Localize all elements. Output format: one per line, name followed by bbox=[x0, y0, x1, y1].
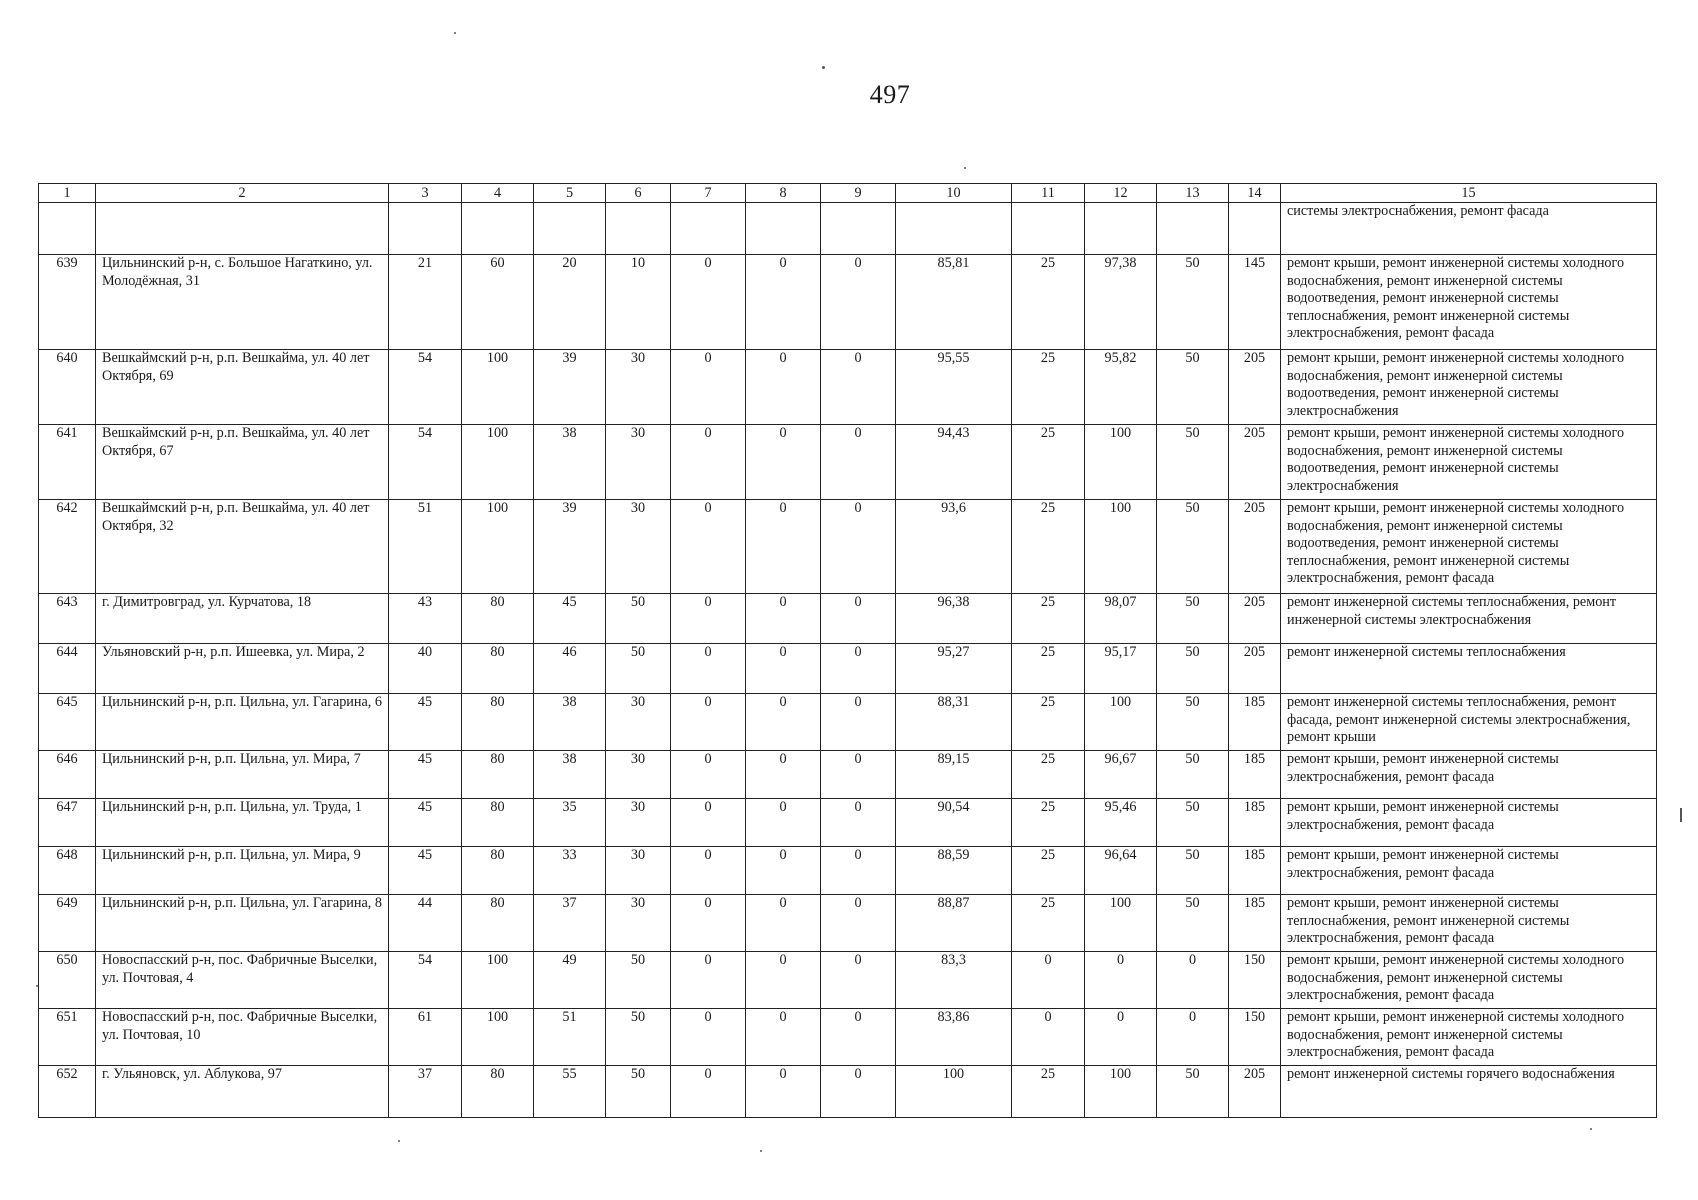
value-c8: 0 bbox=[746, 1009, 821, 1066]
value-c9: 0 bbox=[821, 751, 896, 799]
value-c5: 38 bbox=[534, 751, 606, 799]
work-description: ремонт инженерной системы теплоснабжения, ремонт фасада, ремонт инженерной системы электроснабжения, ремонт крыши bbox=[1281, 694, 1657, 751]
column-number-5: 5 bbox=[534, 184, 606, 203]
value-c4: 80 bbox=[462, 694, 534, 751]
value-c11: 0 bbox=[1012, 1009, 1085, 1066]
column-number-7: 7 bbox=[671, 184, 746, 203]
continuation-row bbox=[39, 203, 1657, 255]
column-number-9: 9 bbox=[821, 184, 896, 203]
value-c9: 0 bbox=[821, 1009, 896, 1066]
value-c10: 89,15 bbox=[896, 751, 1012, 799]
value-c5: 39 bbox=[534, 500, 606, 594]
address-cell: Вешкаймский р-н, р.п. Вешкайма, ул. 40 лет Октября, 67 bbox=[96, 425, 389, 500]
value-c3: 54 bbox=[389, 350, 462, 425]
value-c12: 100 bbox=[1085, 694, 1157, 751]
value-c3: 61 bbox=[389, 1009, 462, 1066]
column-number-8: 8 bbox=[746, 184, 821, 203]
value-c7: 0 bbox=[671, 1066, 746, 1118]
row-number: 643 bbox=[39, 594, 96, 644]
value-c9: 0 bbox=[821, 1066, 896, 1118]
value-c5: 55 bbox=[534, 1066, 606, 1118]
value-c3: 45 bbox=[389, 799, 462, 847]
column-number-10: 10 bbox=[896, 184, 1012, 203]
value-c14: 205 bbox=[1229, 425, 1281, 500]
work-description: ремонт крыши, ремонт инженерной системы электроснабжения, ремонт фасада bbox=[1281, 751, 1657, 799]
value-c10: 95,27 bbox=[896, 644, 1012, 694]
value-c13: 50 bbox=[1157, 1066, 1229, 1118]
value-c12: 0 bbox=[1085, 952, 1157, 1009]
value-c11: 25 bbox=[1012, 644, 1085, 694]
row-number: 644 bbox=[39, 644, 96, 694]
value-c4: 80 bbox=[462, 895, 534, 952]
value-c4: 80 bbox=[462, 594, 534, 644]
value-c14: 205 bbox=[1229, 350, 1281, 425]
value-c10: 96,38 bbox=[896, 594, 1012, 644]
value-c13: 50 bbox=[1157, 895, 1229, 952]
value-c5: 49 bbox=[534, 952, 606, 1009]
value-c4: 100 bbox=[462, 350, 534, 425]
value-c12: 100 bbox=[1085, 425, 1157, 500]
value-c8: 0 bbox=[746, 500, 821, 594]
address-cell: Вешкаймский р-н, р.п. Вешкайма, ул. 40 лет Октября, 32 bbox=[96, 500, 389, 594]
value-c12: 96,64 bbox=[1085, 847, 1157, 895]
row-number: 649 bbox=[39, 895, 96, 952]
value-c10: 100 bbox=[896, 1066, 1012, 1118]
value-c12: 0 bbox=[1085, 1009, 1157, 1066]
value-c7: 0 bbox=[671, 644, 746, 694]
work-description: ремонт крыши, ремонт инженерной системы холодного водоснабжения, ремонт инженерной системы электроснабжения, ремонт фасада bbox=[1281, 952, 1657, 1009]
value-c9: 0 bbox=[821, 594, 896, 644]
address-cell: Новоспасский р-н, пос. Фабричные Выселки, ул. Почтовая, 4 bbox=[96, 952, 389, 1009]
table-row bbox=[39, 799, 1657, 847]
value-c3: 45 bbox=[389, 847, 462, 895]
value-c6: 50 bbox=[606, 644, 671, 694]
value-c6: 30 bbox=[606, 425, 671, 500]
page-number: 497 bbox=[869, 80, 911, 109]
value-c4: 80 bbox=[462, 644, 534, 694]
address-cell: Вешкаймский р-н, р.п. Вешкайма, ул. 40 лет Октября, 69 bbox=[96, 350, 389, 425]
address-cell: Новоспасский р-н, пос. Фабричные Выселки, ул. Почтовая, 10 bbox=[96, 1009, 389, 1066]
scan-speck bbox=[36, 985, 38, 987]
table-row bbox=[39, 895, 1657, 952]
value-c3: 54 bbox=[389, 425, 462, 500]
value-c6: 30 bbox=[606, 799, 671, 847]
value-c4: 80 bbox=[462, 847, 534, 895]
value-c11: 25 bbox=[1012, 1066, 1085, 1118]
work-description: ремонт крыши, ремонт инженерной системы холодного водоснабжения, ремонт инженерной системы водоотведения, ремонт инженерной системы теплоснабжения, ремонт инженерной системы электроснабжения, ремонт фасада bbox=[1281, 500, 1657, 594]
value-c5: 37 bbox=[534, 895, 606, 952]
value-c13: 50 bbox=[1157, 751, 1229, 799]
value-c4: 100 bbox=[462, 500, 534, 594]
row-number: 645 bbox=[39, 694, 96, 751]
value-c10: 88,87 bbox=[896, 895, 1012, 952]
value-c7: 0 bbox=[671, 255, 746, 350]
column-number-2: 2 bbox=[96, 184, 389, 203]
column-number-15: 15 bbox=[1281, 184, 1657, 203]
value-c10: 85,81 bbox=[896, 255, 1012, 350]
column-number-1: 1 bbox=[39, 184, 96, 203]
address-cell: г. Ульяновск, ул. Аблукова, 97 bbox=[96, 1066, 389, 1118]
value-c10: 94,43 bbox=[896, 425, 1012, 500]
value-c3: 37 bbox=[389, 1066, 462, 1118]
value-c8: 0 bbox=[746, 751, 821, 799]
value-c4: 80 bbox=[462, 751, 534, 799]
address-cell: Цильнинский р-н, р.п. Цильна, ул. Мира, 9 bbox=[96, 847, 389, 895]
value-c6: 50 bbox=[606, 952, 671, 1009]
value-c6: 50 bbox=[606, 594, 671, 644]
scan-speck bbox=[398, 1140, 400, 1142]
value-c9: 0 bbox=[821, 255, 896, 350]
value-c10: 93,6 bbox=[896, 500, 1012, 594]
column-number-13: 13 bbox=[1157, 184, 1229, 203]
value-c13: 50 bbox=[1157, 694, 1229, 751]
value-c13: 0 bbox=[1157, 952, 1229, 1009]
value-c10: 88,59 bbox=[896, 847, 1012, 895]
row-number: 647 bbox=[39, 799, 96, 847]
value-c4: 100 bbox=[462, 1009, 534, 1066]
table-row bbox=[39, 847, 1657, 895]
value-c3: 45 bbox=[389, 694, 462, 751]
value-c11: 25 bbox=[1012, 895, 1085, 952]
work-description: ремонт инженерной системы горячего водоснабжения bbox=[1281, 1066, 1657, 1118]
value-c7: 0 bbox=[671, 799, 746, 847]
value-c11: 0 bbox=[1012, 952, 1085, 1009]
value-c13: 0 bbox=[1157, 1009, 1229, 1066]
work-description: ремонт крыши, ремонт инженерной системы электроснабжения, ремонт фасада bbox=[1281, 847, 1657, 895]
value-c13: 50 bbox=[1157, 594, 1229, 644]
value-c13: 50 bbox=[1157, 799, 1229, 847]
value-c12: 100 bbox=[1085, 895, 1157, 952]
value-c13: 50 bbox=[1157, 350, 1229, 425]
value-c7: 0 bbox=[671, 594, 746, 644]
column-number-row bbox=[39, 184, 1657, 203]
value-c11: 25 bbox=[1012, 594, 1085, 644]
value-c14: 205 bbox=[1229, 594, 1281, 644]
value-c7: 0 bbox=[671, 500, 746, 594]
column-number-4: 4 bbox=[462, 184, 534, 203]
table-row bbox=[39, 751, 1657, 799]
work-description: ремонт инженерной системы теплоснабжения, ремонт инженерной системы электроснабжения bbox=[1281, 594, 1657, 644]
value-c12: 100 bbox=[1085, 1066, 1157, 1118]
value-c6: 30 bbox=[606, 350, 671, 425]
address-cell: г. Димитровград, ул. Курчатова, 18 bbox=[96, 594, 389, 644]
value-c5: 46 bbox=[534, 644, 606, 694]
work-description: ремонт крыши, ремонт инженерной системы холодного водоснабжения, ремонт инженерной системы водоотведения, ремонт инженерной системы электроснабжения bbox=[1281, 425, 1657, 500]
row-number: 639 bbox=[39, 255, 96, 350]
value-c3: 54 bbox=[389, 952, 462, 1009]
value-c10: 95,55 bbox=[896, 350, 1012, 425]
work-description: ремонт крыши, ремонт инженерной системы холодного водоснабжения, ремонт инженерной системы водоотведения, ремонт инженерной системы электроснабжения bbox=[1281, 350, 1657, 425]
row-number: 648 bbox=[39, 847, 96, 895]
value-c12: 95,82 bbox=[1085, 350, 1157, 425]
value-c4: 100 bbox=[462, 425, 534, 500]
value-c3: 51 bbox=[389, 500, 462, 594]
value-c7: 0 bbox=[671, 847, 746, 895]
row-number: 642 bbox=[39, 500, 96, 594]
value-c7: 0 bbox=[671, 425, 746, 500]
value-c3: 40 bbox=[389, 644, 462, 694]
value-c6: 50 bbox=[606, 1009, 671, 1066]
value-c9: 0 bbox=[821, 500, 896, 594]
value-c9: 0 bbox=[821, 694, 896, 751]
table-row bbox=[39, 644, 1657, 694]
value-c7: 0 bbox=[671, 751, 746, 799]
address-cell: Цильнинский р-н, р.п. Цильна, ул. Гагарина, 8 bbox=[96, 895, 389, 952]
column-number-12: 12 bbox=[1085, 184, 1157, 203]
table-body bbox=[39, 203, 1657, 1118]
table-row bbox=[39, 255, 1657, 350]
row-number: 640 bbox=[39, 350, 96, 425]
value-c8: 0 bbox=[746, 1066, 821, 1118]
value-c9: 0 bbox=[821, 847, 896, 895]
value-c14: 205 bbox=[1229, 500, 1281, 594]
value-c14: 185 bbox=[1229, 751, 1281, 799]
value-c13: 50 bbox=[1157, 644, 1229, 694]
value-c8: 0 bbox=[746, 895, 821, 952]
column-number-3: 3 bbox=[389, 184, 462, 203]
value-c5: 33 bbox=[534, 847, 606, 895]
value-c12: 95,46 bbox=[1085, 799, 1157, 847]
value-c6: 10 bbox=[606, 255, 671, 350]
table-row bbox=[39, 694, 1657, 751]
value-c8: 0 bbox=[746, 644, 821, 694]
value-c14: 150 bbox=[1229, 952, 1281, 1009]
work-description: ремонт крыши, ремонт инженерной системы холодного водоснабжения, ремонт инженерной системы водоотведения, ремонт инженерной системы теплоснабжения, ремонт инженерной системы электроснабжения, ремонт фасада bbox=[1281, 255, 1657, 350]
value-c8: 0 bbox=[746, 694, 821, 751]
table-row bbox=[39, 1009, 1657, 1066]
value-c6: 30 bbox=[606, 751, 671, 799]
value-c3: 21 bbox=[389, 255, 462, 350]
value-c10: 83,86 bbox=[896, 1009, 1012, 1066]
row-number: 641 bbox=[39, 425, 96, 500]
value-c9: 0 bbox=[821, 644, 896, 694]
table-row bbox=[39, 500, 1657, 594]
value-c5: 38 bbox=[534, 694, 606, 751]
scan-speck bbox=[1680, 808, 1682, 822]
value-c11: 25 bbox=[1012, 350, 1085, 425]
value-c7: 0 bbox=[671, 895, 746, 952]
table-row bbox=[39, 952, 1657, 1009]
address-cell: Ульяновский р-н, р.п. Ишеевка, ул. Мира, 2 bbox=[96, 644, 389, 694]
value-c12: 98,07 bbox=[1085, 594, 1157, 644]
value-c4: 60 bbox=[462, 255, 534, 350]
value-c7: 0 bbox=[671, 1009, 746, 1066]
address-cell: Цильнинский р-н, р.п. Цильна, ул. Гагарина, 6 bbox=[96, 694, 389, 751]
table-row bbox=[39, 594, 1657, 644]
value-c5: 39 bbox=[534, 350, 606, 425]
repair-register-table bbox=[38, 183, 1657, 1118]
value-c12: 100 bbox=[1085, 500, 1157, 594]
value-c6: 50 bbox=[606, 1066, 671, 1118]
value-c14: 145 bbox=[1229, 255, 1281, 350]
row-number: 652 bbox=[39, 1066, 96, 1118]
column-number-6: 6 bbox=[606, 184, 671, 203]
scan-speck bbox=[964, 167, 966, 169]
value-c8: 0 bbox=[746, 799, 821, 847]
work-description: системы электроснабжения, ремонт фасада bbox=[1281, 203, 1657, 255]
scan-speck bbox=[1590, 1128, 1592, 1130]
scan-speck bbox=[760, 1150, 762, 1152]
value-c6: 30 bbox=[606, 847, 671, 895]
value-c8: 0 bbox=[746, 425, 821, 500]
value-c10: 83,3 bbox=[896, 952, 1012, 1009]
value-c14: 205 bbox=[1229, 644, 1281, 694]
value-c9: 0 bbox=[821, 799, 896, 847]
value-c4: 80 bbox=[462, 1066, 534, 1118]
value-c11: 25 bbox=[1012, 255, 1085, 350]
value-c13: 50 bbox=[1157, 425, 1229, 500]
value-c14: 185 bbox=[1229, 895, 1281, 952]
scan-speck bbox=[454, 32, 456, 34]
row-number: 650 bbox=[39, 952, 96, 1009]
value-c14: 185 bbox=[1229, 799, 1281, 847]
value-c13: 50 bbox=[1157, 500, 1229, 594]
value-c13: 50 bbox=[1157, 847, 1229, 895]
value-c12: 96,67 bbox=[1085, 751, 1157, 799]
work-description: ремонт крыши, ремонт инженерной системы холодного водоснабжения, ремонт инженерной системы электроснабжения, ремонт фасада bbox=[1281, 1009, 1657, 1066]
value-c11: 25 bbox=[1012, 847, 1085, 895]
scan-speck bbox=[822, 66, 825, 69]
address-cell: Цильнинский р-н, р.п. Цильна, ул. Труда, 1 bbox=[96, 799, 389, 847]
value-c8: 0 bbox=[746, 847, 821, 895]
table-row bbox=[39, 350, 1657, 425]
value-c4: 80 bbox=[462, 799, 534, 847]
value-c11: 25 bbox=[1012, 751, 1085, 799]
table-row bbox=[39, 1066, 1657, 1118]
value-c7: 0 bbox=[671, 952, 746, 1009]
value-c14: 185 bbox=[1229, 847, 1281, 895]
value-c11: 25 bbox=[1012, 500, 1085, 594]
value-c10: 88,31 bbox=[896, 694, 1012, 751]
value-c7: 0 bbox=[671, 350, 746, 425]
value-c11: 25 bbox=[1012, 694, 1085, 751]
value-c8: 0 bbox=[746, 594, 821, 644]
row-number: 646 bbox=[39, 751, 96, 799]
value-c12: 95,17 bbox=[1085, 644, 1157, 694]
column-number-11: 11 bbox=[1012, 184, 1085, 203]
work-description: ремонт инженерной системы теплоснабжения bbox=[1281, 644, 1657, 694]
value-c5: 20 bbox=[534, 255, 606, 350]
value-c9: 0 bbox=[821, 350, 896, 425]
value-c8: 0 bbox=[746, 952, 821, 1009]
value-c6: 30 bbox=[606, 500, 671, 594]
value-c3: 43 bbox=[389, 594, 462, 644]
address-cell: Цильнинский р-н, с. Большое Нагаткино, ул. Молодёжная, 31 bbox=[96, 255, 389, 350]
value-c3: 44 bbox=[389, 895, 462, 952]
value-c9: 0 bbox=[821, 895, 896, 952]
value-c5: 38 bbox=[534, 425, 606, 500]
value-c5: 51 bbox=[534, 1009, 606, 1066]
value-c4: 100 bbox=[462, 952, 534, 1009]
value-c9: 0 bbox=[821, 425, 896, 500]
work-description: ремонт крыши, ремонт инженерной системы электроснабжения, ремонт фасада bbox=[1281, 799, 1657, 847]
value-c14: 185 bbox=[1229, 694, 1281, 751]
table-row bbox=[39, 425, 1657, 500]
value-c5: 45 bbox=[534, 594, 606, 644]
value-c11: 25 bbox=[1012, 799, 1085, 847]
value-c9: 0 bbox=[821, 952, 896, 1009]
value-c6: 30 bbox=[606, 895, 671, 952]
address-cell: Цильнинский р-н, р.п. Цильна, ул. Мира, 7 bbox=[96, 751, 389, 799]
value-c14: 150 bbox=[1229, 1009, 1281, 1066]
work-description: ремонт крыши, ремонт инженерной системы теплоснабжения, ремонт инженерной системы электроснабжения, ремонт фасада bbox=[1281, 895, 1657, 952]
value-c10: 90,54 bbox=[896, 799, 1012, 847]
value-c13: 50 bbox=[1157, 255, 1229, 350]
value-c8: 0 bbox=[746, 255, 821, 350]
value-c6: 30 bbox=[606, 694, 671, 751]
value-c8: 0 bbox=[746, 350, 821, 425]
value-c5: 35 bbox=[534, 799, 606, 847]
value-c11: 25 bbox=[1012, 425, 1085, 500]
value-c14: 205 bbox=[1229, 1066, 1281, 1118]
value-c12: 97,38 bbox=[1085, 255, 1157, 350]
row-number: 651 bbox=[39, 1009, 96, 1066]
value-c7: 0 bbox=[671, 694, 746, 751]
value-c3: 45 bbox=[389, 751, 462, 799]
column-number-14: 14 bbox=[1229, 184, 1281, 203]
